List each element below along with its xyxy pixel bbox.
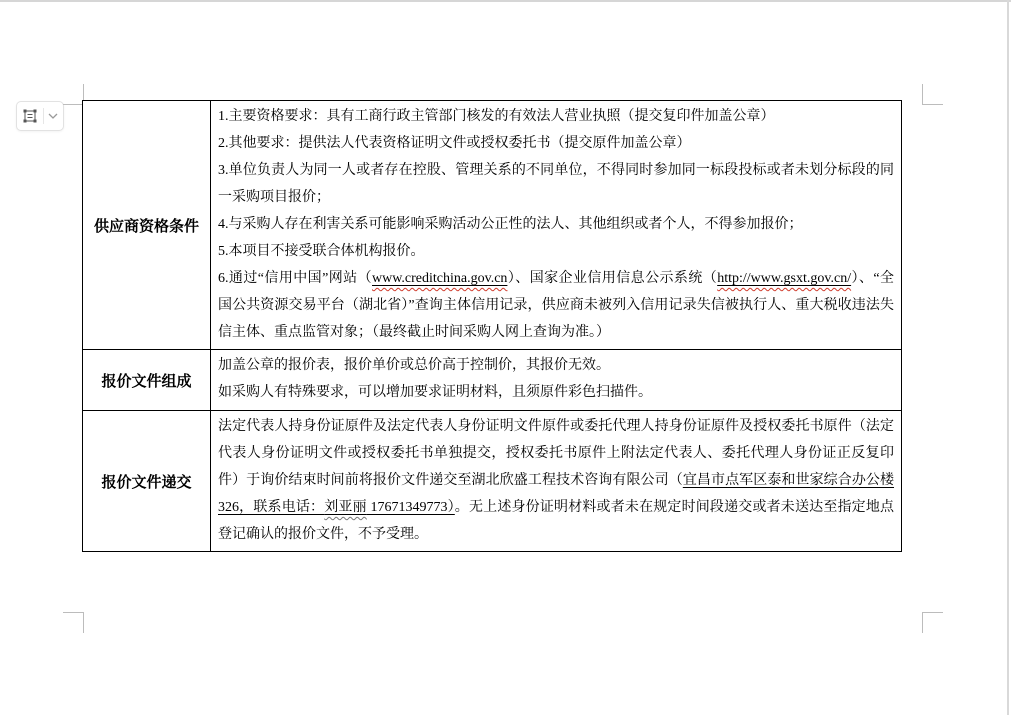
row-header-label: 报价文件组成 — [101, 372, 192, 390]
margin-corner-mark-bottom-left — [63, 612, 84, 633]
row-content-cell[interactable] — [211, 101, 901, 349]
row-content-cell[interactable] — [211, 350, 901, 410]
paragraph — [218, 379, 894, 406]
table-select-icon[interactable] — [17, 107, 43, 125]
margin-corner-mark-top-left — [63, 84, 84, 105]
margin-corner-mark-top-right — [922, 84, 943, 105]
row-header-cell[interactable] — [83, 350, 211, 410]
table-select-button[interactable] — [16, 101, 64, 131]
text-run: 3.单位负责人为同一人或者存在控股、管理关系的不同单位，不得同时参加同一标段投标或者未划分标段的同一采购项目报价； — [218, 163, 894, 205]
underlined-text — [372, 271, 507, 286]
text-run: 如采购人有特殊要求，可以增加要求证明材料，且须原件彩色扫描件。 — [218, 385, 652, 400]
text-run: ）、“全国公共资源交易平台（湖北省）”查询主体信用记录，供应商未被列入信用记录失信被执行人、重大税收违法失信主体、重点监管对象；（最终截止时间采购人网上查询为准。） — [218, 271, 894, 340]
table-row — [83, 410, 901, 551]
text-run: 1.主要资格要求：具有工商行政主管部门核发的有效法人营业执照（提交复印件加盖公章） — [218, 109, 775, 124]
paragraph — [218, 413, 894, 548]
underlined-text — [717, 271, 851, 286]
row-header-cell[interactable] — [83, 101, 211, 349]
text-run: 6.通过“信用中国”网站（ — [218, 271, 372, 286]
row-content-cell[interactable] — [211, 411, 901, 551]
text-run: 4.与采购人存在利害关系可能影响采购活动公正性的法人、其他组织或者个人，不得参加报价； — [218, 217, 803, 232]
paragraph — [218, 238, 894, 265]
paragraph — [218, 103, 894, 130]
chevron-down-icon[interactable] — [44, 113, 62, 119]
row-header-label: 供应商资格条件 — [93, 217, 199, 235]
margin-corner-mark-bottom-right — [922, 612, 943, 633]
text-run: 。无上述身份证明材料或者未在规定时间段递交或者未送达至指定地点登记确认的报价文件，不予受理。 — [218, 500, 895, 542]
paragraph — [218, 130, 894, 157]
text-run: ）、国家企业信用信息公示系统（ — [507, 271, 718, 286]
row-header-cell[interactable] — [83, 411, 211, 551]
table-row — [83, 349, 901, 410]
spellcheck-wavy-text: http://www.gsxt.gov.cn/ — [717, 271, 852, 286]
spellcheck-wavy-text: 刘亚丽 — [324, 500, 367, 515]
paragraph — [218, 211, 894, 238]
scrollbar-track-edge[interactable] — [1007, 0, 1009, 715]
document-table[interactable] — [82, 100, 902, 552]
row-header-label: 报价文件递交 — [101, 473, 192, 491]
spellcheck-wavy-text: www.creditchina.gov.cn — [372, 271, 508, 286]
text-run: 法定代表人持身份证原件及法定代表人身份证明文件原件或委托代理人持身份证原件及授权委托书原件（法定代表人身份证明文件或授权委托书单独提交，授权委托书原件上附法定代表人、委托代理人身份证正反复印件）于询价结束时间前将报价文件递交至湖北欣盛工程技术咨询有限公司（ — [218, 419, 894, 488]
underlined-text: 宜昌市点军区泰和世家综合办公楼 326，联系电话： — [218, 473, 895, 515]
underlined-text: 17671349773） — [366, 500, 455, 515]
text-run: 2.其他要求：提供法人代表资格证明文件或授权委托书（提交原件加盖公章） — [218, 136, 691, 151]
paragraph — [218, 352, 894, 379]
text-run: 加盖公章的报价表，报价单价或总价高于控制价，其报价无效。 — [218, 358, 610, 373]
table-row — [83, 101, 901, 349]
paragraph — [218, 157, 894, 211]
window-top-edge — [0, 0, 1011, 2]
paragraph — [218, 265, 894, 346]
underlined-text — [324, 500, 367, 515]
text-run: 5.本项目不接受联合体机构报价。 — [218, 244, 425, 259]
